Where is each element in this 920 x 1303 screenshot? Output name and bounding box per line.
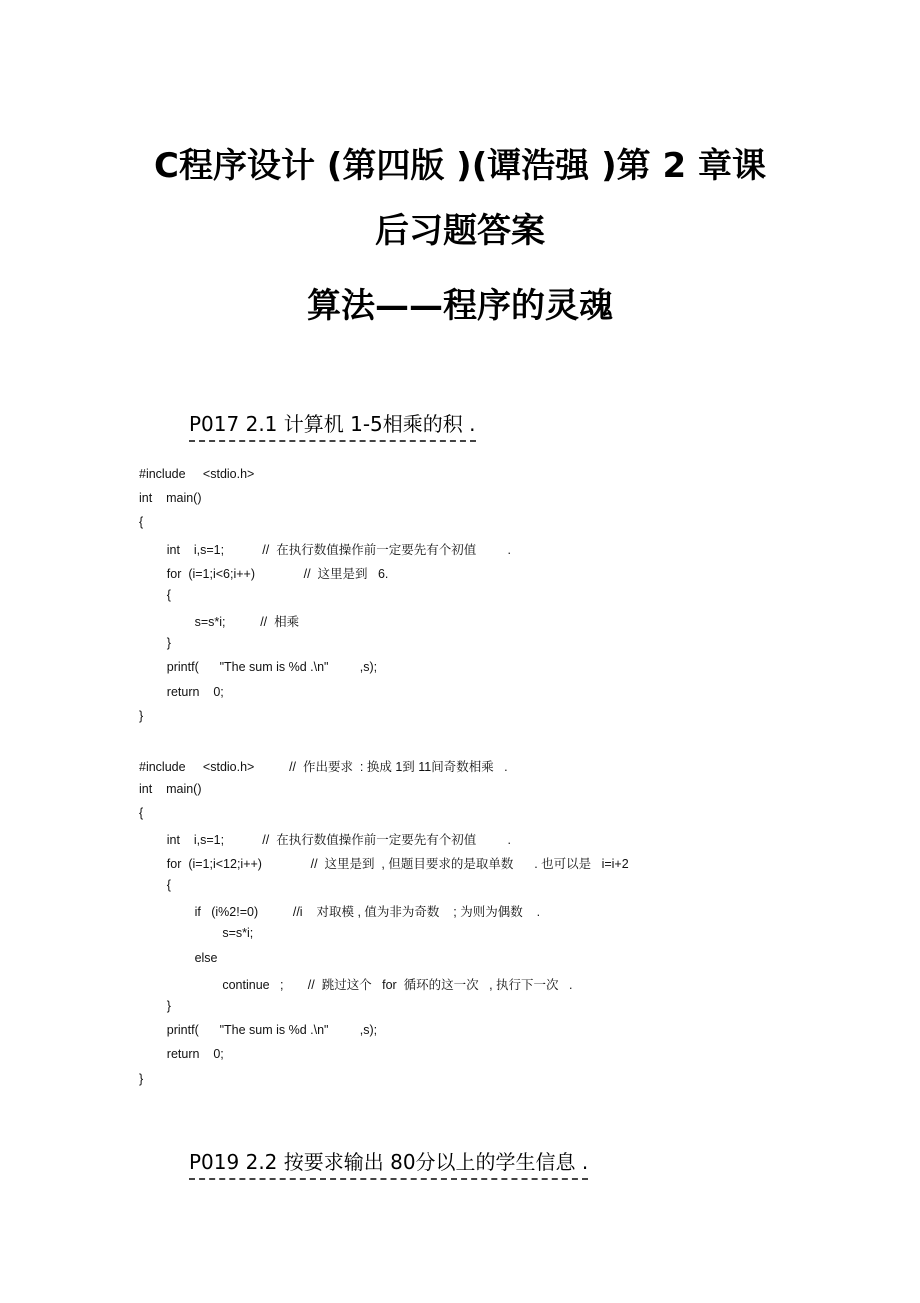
code-line: s=s*i; — [139, 926, 254, 940]
code-line: } — [139, 999, 171, 1013]
document-title-line-1: C程序设计 (第四版 )(谭浩强 )第 2 章课 — [154, 146, 766, 186]
code-line: printf( "The sum is %d .\n" ,s); — [139, 1023, 378, 1037]
code-line: #include <stdio.h> // 作出要求 : 换成 1到 11间奇数相乘 . — [139, 760, 508, 774]
section-heading-2-1: P017 2.1 计算机 1-5相乘的积 . — [189, 408, 476, 442]
code-line: } — [139, 636, 171, 650]
code-line: { — [139, 588, 171, 602]
code-line: { — [139, 878, 171, 892]
code-line: int i,s=1; // 在执行数值操作前一定要先有个初值 . — [139, 543, 511, 557]
code-line: for (i=1;i<6;i++) // 这里是到 6. — [139, 567, 389, 581]
code-line: for (i=1;i<12;i++) // 这里是到 , 但题目要求的是取单数 . 也可以是 i=i+2 — [139, 857, 629, 871]
code-line: return 0; — [139, 1047, 224, 1061]
code-line: { — [139, 515, 144, 529]
code-line: #include <stdio.h> — [139, 467, 255, 481]
code-line: int i,s=1; // 在执行数值操作前一定要先有个初值 . — [139, 833, 511, 847]
code-line: else — [139, 951, 218, 965]
code-line: int main() — [139, 782, 202, 796]
code-line: printf( "The sum is %d .\n" ,s); — [139, 660, 378, 674]
code-line: } — [139, 709, 144, 723]
document-title-line-2: 后习题答案 — [375, 211, 545, 251]
chapter-subtitle: 算法——程序的灵魂 — [307, 286, 613, 326]
code-line: { — [139, 806, 144, 820]
section-heading-2-2: P019 2.2 按要求输出 80分以上的学生信息 . — [189, 1146, 588, 1180]
code-line: if (i%2!=0) //i 对取模 , 值为非为奇数 ; 为则为偶数 . — [139, 905, 541, 919]
code-line: return 0; — [139, 685, 224, 699]
code-line: continue ; // 跳过这个 for 循环的这一次 , 执行下一次 . — [139, 978, 573, 992]
code-line: int main() — [139, 491, 202, 505]
code-line: } — [139, 1072, 144, 1086]
code-line: s=s*i; // 相乘 — [139, 615, 300, 629]
